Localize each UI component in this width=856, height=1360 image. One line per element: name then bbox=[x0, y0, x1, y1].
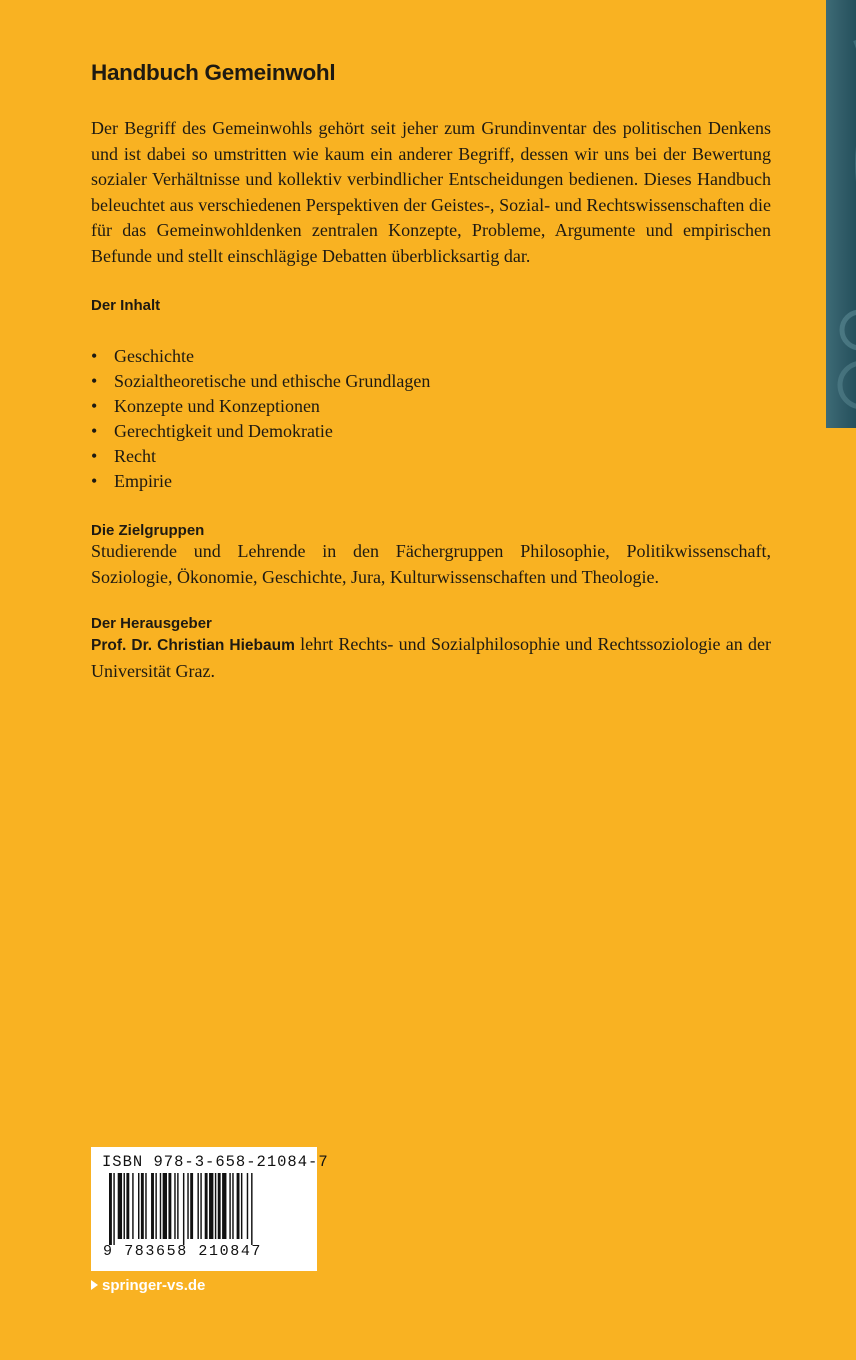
barcode-bar bbox=[197, 1173, 198, 1239]
barcode-bar bbox=[113, 1173, 114, 1245]
contents-item-label: Konzepte und Konzeptionen bbox=[114, 396, 320, 416]
contents-item-label: Sozialtheoretische und ethische Grundlagen bbox=[114, 371, 431, 391]
contents-item-label: Gerechtigkeit und Demokratie bbox=[114, 421, 333, 441]
barcode-bar bbox=[218, 1173, 221, 1239]
barcode-bar bbox=[109, 1173, 112, 1245]
barcode-bar bbox=[145, 1173, 146, 1239]
audience-heading: Die Zielgruppen bbox=[91, 522, 205, 539]
book-description: Der Begriff des Gemeinwohls gehört seit jeher zum Grundinventar des politischen Denkens und ist dabei so umstritten wie kaum ein anderer Begriff, dessen wir uns bei der Bewertung sozialer Verhältnisse und kollektiv verbindlicher Entscheidungen bedienen. Dieses Handbuch beleuchtet aus verschiedenen Perspektiven der Geistes-, Sozial- und Rechtswissenschaften die für das Gemeinwohldenken zentralen Konzepte, Probleme, Argumente und empirischen Befunde und stellt einschlägige Debatten überblicksartig dar. bbox=[91, 118, 771, 266]
contents-item-label: Recht bbox=[114, 446, 156, 466]
editor-bio-text: lehrt Rechts- und Sozialphilosophie und Rechtssoziologie an der Universität Graz. bbox=[91, 634, 771, 681]
contents-item bbox=[91, 394, 771, 419]
barcode-bar bbox=[237, 1173, 240, 1239]
barcode-bar bbox=[174, 1173, 175, 1239]
barcode-bar bbox=[132, 1173, 133, 1239]
website-label: springer-vs.de bbox=[102, 1277, 206, 1294]
contents-list bbox=[91, 344, 771, 494]
barcode-bar bbox=[205, 1173, 208, 1239]
isbn-barcode bbox=[91, 1147, 329, 1271]
barcode-bar bbox=[183, 1173, 184, 1245]
barcode-bar bbox=[247, 1173, 248, 1239]
bullet-icon: • bbox=[91, 471, 98, 491]
contents-item bbox=[91, 369, 771, 394]
arrow-right-icon bbox=[91, 1280, 98, 1290]
barcode-bar bbox=[251, 1173, 252, 1245]
contents-item bbox=[91, 344, 771, 369]
publisher-website[interactable] bbox=[91, 1277, 205, 1294]
bullet-icon: • bbox=[91, 446, 98, 466]
contents-item-label: Empirie bbox=[114, 471, 172, 491]
barcode-bar bbox=[215, 1173, 216, 1239]
barcode-bar bbox=[168, 1173, 171, 1239]
book-title: Handbuch Gemeinwohl bbox=[91, 60, 336, 85]
barcode-bars bbox=[97, 1173, 311, 1245]
barcode-bar bbox=[222, 1173, 226, 1239]
barcode-bar bbox=[200, 1173, 201, 1239]
barcode-bar bbox=[124, 1173, 125, 1239]
barcode-bar bbox=[190, 1173, 193, 1239]
barcode-bar bbox=[229, 1173, 230, 1239]
isbn-label: ISBN 978-3-658-21084-7 bbox=[102, 1153, 329, 1171]
editor-bio bbox=[91, 632, 771, 684]
barcode-bar bbox=[163, 1173, 167, 1239]
contents-item bbox=[91, 469, 771, 494]
barcode-bar bbox=[160, 1173, 161, 1239]
barcode-bar bbox=[126, 1173, 129, 1239]
bullet-icon: • bbox=[91, 346, 98, 366]
contents-item bbox=[91, 419, 771, 444]
cover-edge-strip bbox=[826, 0, 856, 428]
contents-item-label: Geschichte bbox=[114, 346, 194, 366]
decorative-glyph-icon bbox=[832, 0, 856, 428]
barcode-bar bbox=[177, 1173, 178, 1239]
contents-item bbox=[91, 444, 771, 469]
bullet-icon: • bbox=[91, 371, 98, 391]
barcode-bar bbox=[151, 1173, 154, 1239]
barcode-bar bbox=[155, 1173, 156, 1239]
audience-text: Studierende und Lehrende in den Fächergruppen Philosophie, Politikwissenschaft, Soziologie, Ökonomie, Geschichte, Jura, Kulturwissenschaften und Theologie. bbox=[91, 541, 771, 587]
contents-heading: Der Inhalt bbox=[91, 297, 161, 314]
barcode-bar bbox=[232, 1173, 233, 1239]
bullet-icon: • bbox=[91, 421, 98, 441]
bullet-icon: • bbox=[91, 396, 98, 416]
editor-name: Prof. Dr. Christian Hiebaum bbox=[91, 637, 295, 654]
editor-heading: Der Herausgeber bbox=[91, 615, 212, 632]
barcode-bar bbox=[118, 1173, 122, 1239]
barcode-bar bbox=[141, 1173, 144, 1239]
barcode-bar bbox=[138, 1173, 139, 1239]
barcode-bar bbox=[187, 1173, 188, 1239]
cover-text-block bbox=[91, 60, 771, 684]
barcode-digits: 9 783658 210847 bbox=[103, 1243, 263, 1260]
barcode-bar bbox=[209, 1173, 213, 1239]
barcode-bar bbox=[241, 1173, 242, 1239]
